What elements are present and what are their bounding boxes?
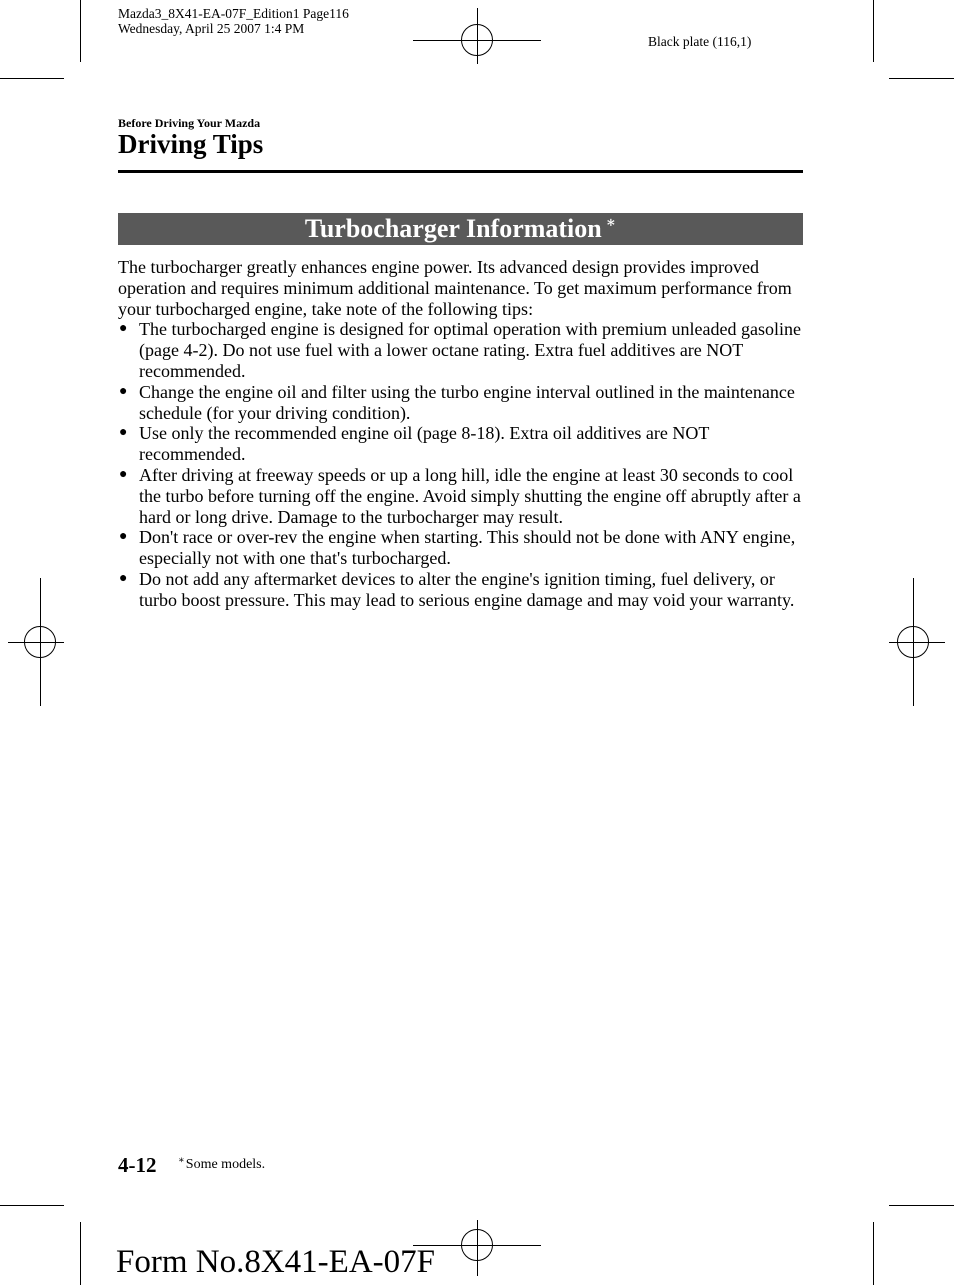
registration-mark-line [889,642,945,643]
list-item [118,569,808,611]
bullet-icon: ● [119,321,128,337]
crop-mark [80,1222,81,1285]
list-item [118,382,808,424]
footnote-text: Some models. [185,1157,266,1172]
registration-mark-line [477,1220,478,1276]
list-item [118,465,808,527]
section-label: Before Driving Your Mazda [118,116,261,130]
crop-mark [873,0,874,62]
registration-mark-line [913,578,914,706]
chapter-title: Driving Tips [118,129,264,159]
registration-mark-line [8,642,64,643]
tips-list [118,319,808,610]
crop-mark [0,1205,64,1206]
crop-mark [889,78,954,79]
bullet-icon: ● [119,466,128,482]
page-number: 4-12 [118,1153,157,1177]
list-item-text: Do not add any aftermarket devices to alter the engine's ignition timing, fuel delivery, or turbo boost pressure. This may lead to serious engine damage and may void your warranty. [139,568,795,610]
footnote [178,1157,265,1173]
intro-paragraph: The turbocharger greatly enhances engine power. Its advanced design provides improved operation and requires minimum additional maintenance. To get maximum performance from your turbocharged engine, take note of the following tips: [118,257,792,319]
registration-mark-line [40,578,41,706]
title-divider [118,170,803,173]
asterisk-icon: ∗ [605,214,617,231]
print-info-date: Wednesday, April 25 2007 1:4 PM [118,21,305,36]
section-banner [118,213,803,245]
form-number: Form No.8X41-EA-07F [116,1244,435,1280]
print-info-file: Mazda3_8X41-EA-07F_Edition1 Page116 [118,6,349,21]
list-item-text: Change the engine oil and filter using the turbo engine interval outlined in the maintenance schedule (for your driving condition). [139,381,795,423]
crop-mark [80,0,81,62]
body-content [118,257,808,611]
crop-mark [0,78,64,79]
list-item [118,319,808,381]
list-item-text: After driving at freeway speeds or up a long hill, idle the engine at least 30 seconds to cool the turbo before turning off the engine. Avoid simply shutting the engine off abruptly after a hard or long drive. Damage to the turbocharger may result. [139,464,801,527]
bullet-icon: ● [119,425,128,441]
crop-mark [889,1205,954,1206]
bullet-icon: ● [119,383,128,399]
list-item-text: The turbocharged engine is designed for optimal operation with premium unleaded gasoline (page 4-2). Do not use fuel with a lower octane rating. Extra fuel additives are NOT recommended. [139,319,801,381]
list-item-text: Don't race or over-rev the engine when starting. This should not be done with ANY engine, especially not with one that's turbocharged. [139,527,796,569]
plate-label: Black plate (116,1) [648,34,752,49]
bullet-icon: ● [119,529,128,545]
bullet-icon: ● [119,570,128,586]
registration-mark-line [477,8,478,64]
print-info [118,6,349,36]
banner-title: Turbocharger Information [304,214,602,243]
crop-mark [873,1222,874,1285]
list-item-text: Use only the recommended engine oil (page 8-18). Extra oil additives are NOT recommended. [139,423,709,465]
list-item [118,423,808,465]
asterisk-icon: ∗ [178,1155,185,1166]
list-item [118,527,808,569]
